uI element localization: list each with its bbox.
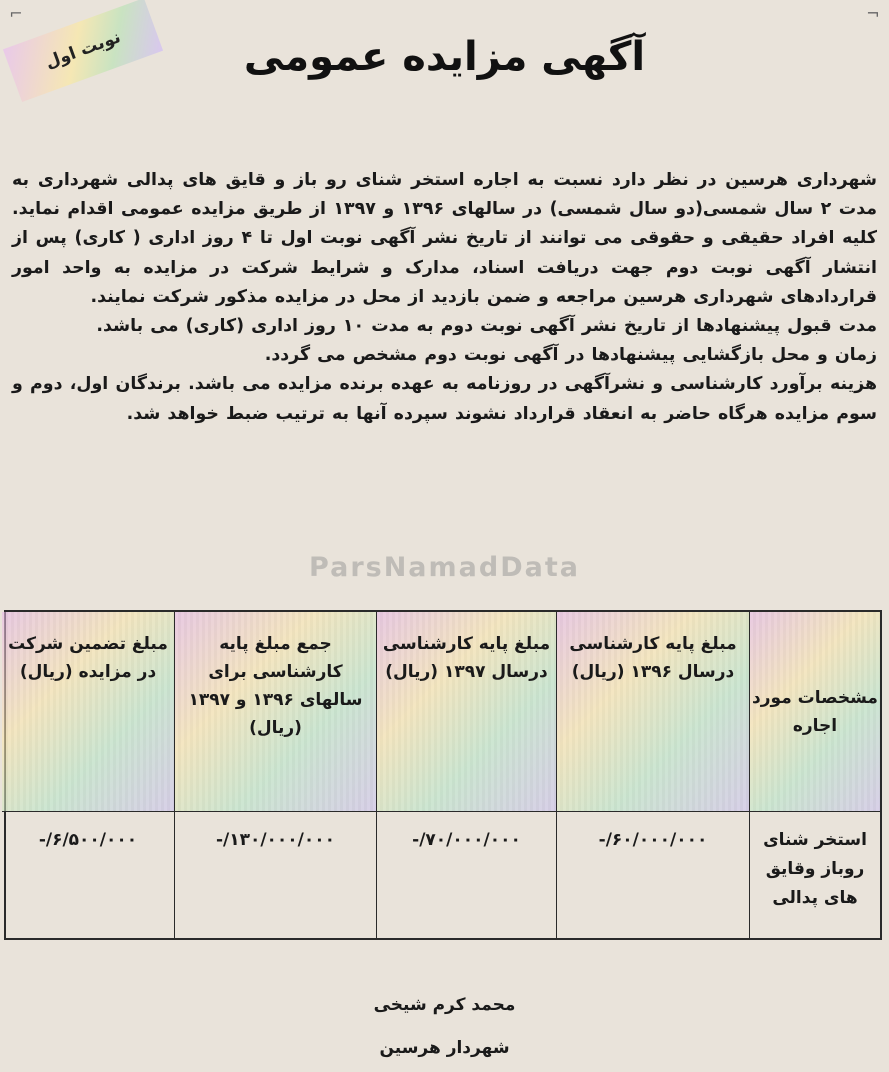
auction-table xyxy=(4,610,882,940)
paragraph-costs: هزینه برآورد کارشناسی و نشرآگهی در روزنامه به عهده برنده مزایده می باشد. برندگان اول، دوم و سوم مزایده هرگاه حاضر به انعقاد قرارداد نشوند سپرده آنها به ترتیب ضبط خواهد شد. xyxy=(12,374,877,424)
announcement-body xyxy=(12,166,877,429)
signatory-role: شهردار هرسین xyxy=(379,1038,510,1058)
paragraph-proposals-period: مدت قبول پیشنهادها از تاریخ نشر آگهی نوبت دوم به مدت ۱۰ روز اداری (کاری) می باشد. xyxy=(96,316,877,337)
corner-mark-icon: ¬ xyxy=(866,4,880,23)
page-title: آگهی مزایده عمومی xyxy=(243,34,646,80)
watermark: ParsNamadData xyxy=(309,552,580,583)
corner-mark-icon: ⌐ xyxy=(9,4,23,23)
signatory-name: محمد کرم شیخی xyxy=(373,995,516,1015)
table-cell-amount: -/۷۰/۰۰۰/۰۰۰ xyxy=(376,812,556,940)
paragraph-opening: زمان و محل بازگشایی پیشنهادها در آگهی نوبت دوم مشخص می گردد. xyxy=(264,345,877,366)
table-header-cell: مبلغ پایه کارشناسی درسال ۱۳۹۷ (ریال) xyxy=(376,612,556,812)
table-cell-amount: -/۶/۵۰۰/۰۰۰ xyxy=(38,830,138,850)
edition-stamp: نوبت اول xyxy=(3,0,163,102)
table-cell-amount: -/۶۰/۰۰۰/۰۰۰ xyxy=(556,812,749,940)
table-header-cell: مشخصات مورد اجاره xyxy=(749,612,880,812)
table-cell-amount: -/۱۳۰/۰۰۰/۰۰۰ xyxy=(174,812,376,940)
table-header-cell: جمع مبلغ پایه کارشناسی برای سالهای ۱۳۹۶ و ۱۳۹۷ (ریال) xyxy=(174,612,376,812)
table-header-cell: مبلغ پایه کارشناسی درسال ۱۳۹۶ (ریال) xyxy=(556,612,749,812)
table-cell-description: استخر شنای روباز وقایق های پدالی xyxy=(749,812,880,940)
table-header-cell: مبلغ تضمین شرکت در مزایده (ریال) xyxy=(2,612,174,812)
paragraph-main: شهرداری هرسین در نظر دارد نسبت به اجاره استخر شنای رو باز و قایق های پدالی شهرداری به مدت ۲ سال شمسی(دو سال شمسی) در سالهای ۱۳۹۶ و ۱۳۹۷ از طریق مزایده عمومی اقدام نماید. کلیه افراد حقیقی و حقوقی می توانند از تاریخ نشر آگهی نوبت اول تا ۴ روز اداری ( کاری) پس از انتشار آگهی نوبت دوم جهت دریافت اسناد، مدارک و شرایط شرکت در مزایده به واحد امور قراردادهای شهرداری هرسین مراجعه و ضمن بازدید از محل در مزایده مذکور شرکت نمایند. xyxy=(12,170,878,307)
